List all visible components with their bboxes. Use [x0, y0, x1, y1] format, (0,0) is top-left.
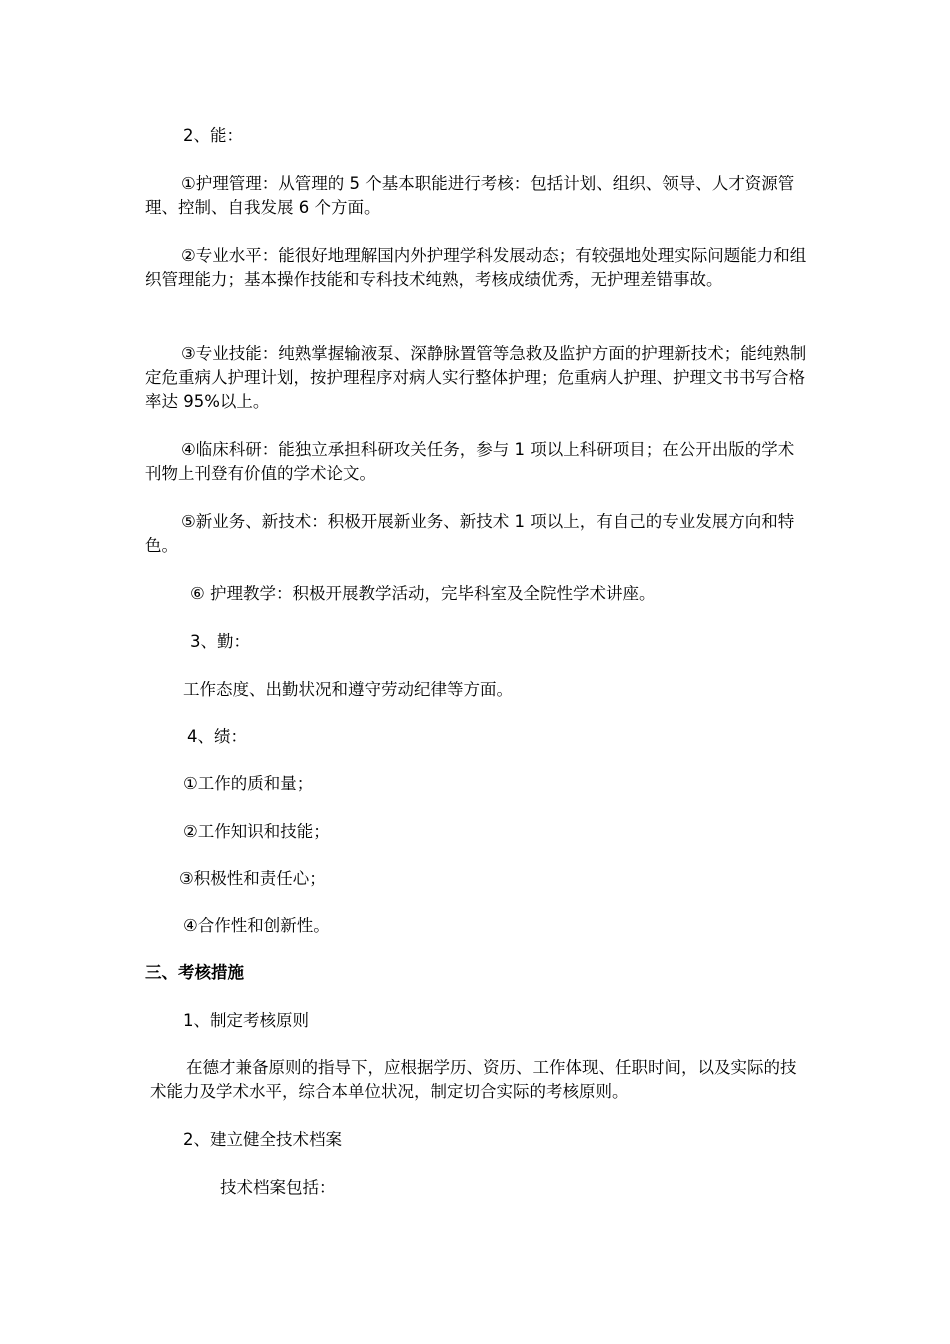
paragraph-nursing-teaching: ⑥ 护理教学：积极开展教学活动，完毕科室及全院性学术讲座。: [190, 584, 656, 603]
paragraph-clinical-research: ④临床科研：能独立承担科研攻关任务，参与 1 项以上科研项目；在公开出版的学术刊物上刊登有价值的学术论文。: [145, 440, 795, 483]
paragraph-work-attitude: 工作态度、出勤状况和遵守劳动纪律等方面。: [183, 680, 513, 699]
heading-ability: 2、能：: [183, 126, 243, 145]
heading-performance: 4、绩：: [187, 727, 247, 746]
list-item-quality: ①工作的质和量；: [183, 774, 314, 793]
paragraph-nursing-management: ①护理管理：从管理的 5 个基本职能进行考核：包括计划、组织、领导、人才资源管理、控制、自我发展 6 个方面。: [145, 174, 795, 217]
section-heading-assessment-measures: 三、考核措施: [145, 963, 244, 982]
paragraph-assessment-principles: 在德才兼备原则的指导下，应根据学历、资历、工作体现、任职时间，以及实际的技术能力及学术水平，综合本单位状况，制定切合实际的考核原则。: [150, 1058, 797, 1101]
paragraph-archives-include: 技术档案包括：: [220, 1178, 336, 1197]
paragraph-new-business: ⑤新业务、新技术：积极开展新业务、新技术 1 项以上，有自己的专业发展方向和特色。: [145, 512, 795, 555]
paragraph-professional-skills: ③专业技能：纯熟掌握输液泵、深静脉置管等急救及监护方面的护理新技术；能纯熟制定危重病人护理计划，按护理程序对病人实行整体护理；危重病人护理、护理文书书写合格率达 95%以上。: [145, 344, 807, 411]
heading-assessment-principles: 1、制定考核原则: [183, 1011, 309, 1030]
heading-diligence: 3、勤：: [190, 632, 250, 651]
list-item-knowledge: ②工作知识和技能；: [183, 822, 330, 841]
list-item-cooperation: ④合作性和创新性。: [183, 916, 330, 935]
heading-technical-archives: 2、建立健全技术档案: [183, 1130, 342, 1149]
list-item-initiative: ③积极性和责任心；: [179, 869, 326, 888]
paragraph-professional-level: ②专业水平：能很好地理解国内外护理学科发展动态；有较强地处理实际问题能力和组织管理能力；基本操作技能和专科技术纯熟，考核成绩优秀，无护理差错事故。: [145, 246, 807, 289]
